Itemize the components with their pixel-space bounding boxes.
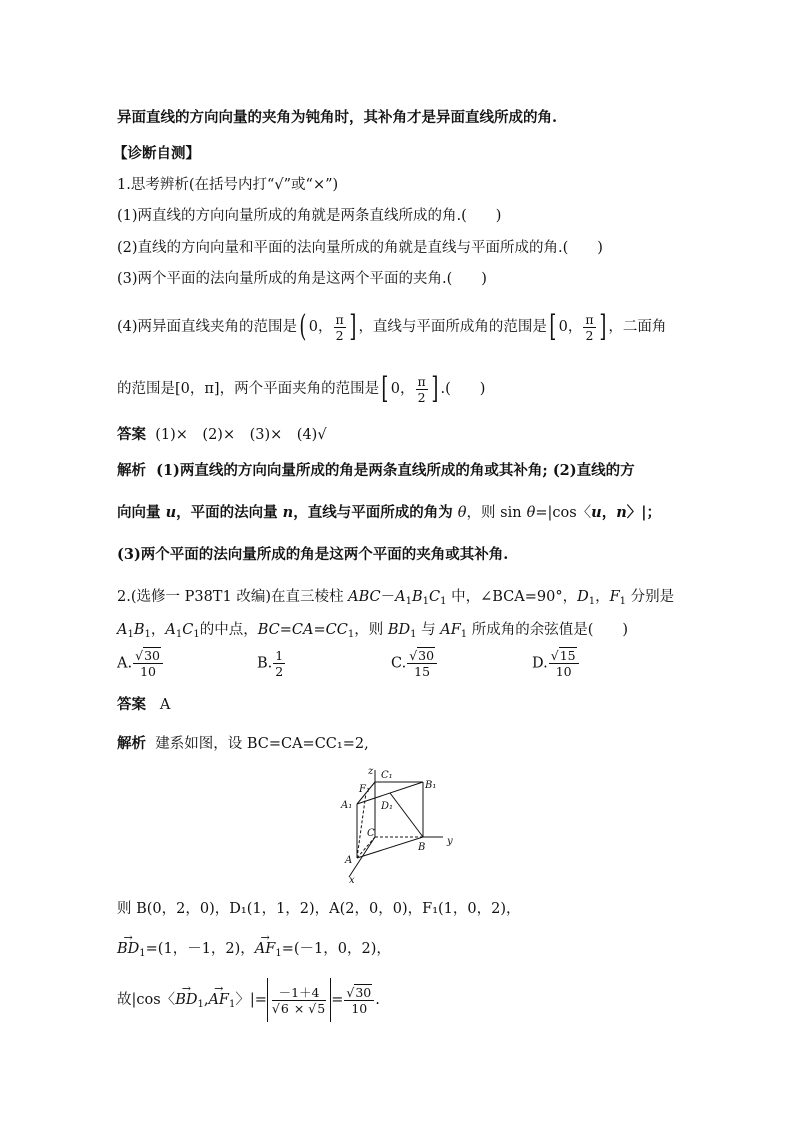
q2-coords: 则 B(0，2，0)，D₁(1，1，2)，A(2，0，0)，F₁(1，0，2)， [117, 901, 521, 917]
q2-vectors: → $BD_1=(1$，－1，2)，→ $AF_1=(-1$，0，2)， [117, 938, 391, 965]
section-title: 【诊断自测】 [113, 145, 200, 162]
label-z: z [368, 766, 374, 777]
q1-answer: 答案 (1)× (2)× (3)× (4)√ [117, 426, 327, 443]
label-c1: C₁ [381, 770, 393, 781]
label-x: x [349, 875, 355, 884]
q1-analysis-1: 解析 (1)两直线的方向向量所成的角是两条直线所成的角或其补角; (2)直线的方 [117, 462, 635, 479]
q1-title: 1.思考辨析(在括号内打“√”或“×”) [117, 177, 339, 193]
q2-analysis-1: 解析 建系如图，设 BC=CA=CC₁=2, [117, 735, 369, 752]
prism-figure [335, 762, 465, 884]
option-c: C. $\frac{√30}{15}$ [391, 648, 438, 679]
q1-statement-4: (4)两异面直线夹角的范围是( 0， $\frac{\pi}{2}$ ] ，直线与平面所成角的范围是[ 0， $\frac{\pi}{2}$ ] ，二面角 [117, 309, 667, 344]
q1-analysis-2: 向向量 u，平面的法向量 n，直线与平面所成的角为 θ，则 sin θ=|cos〈u，n〉|； [117, 504, 662, 521]
label-b1: B₁ [425, 780, 437, 791]
label-a1: A₁ [341, 800, 353, 811]
option-b: B. $\frac{1}{2}$ [257, 648, 284, 679]
intro-text: 异面直线的方向向量的夹角为钝角时，其补角才是异面直线所成的角. [117, 109, 558, 126]
q2-title-cont: $A_1B_1$，$A_1C_1$的中点，$BC=CA=CC_1$，则 $BD_1$ 与 $AF_1$ 所成角的余弦值是( ) [117, 622, 629, 640]
q2-options [117, 648, 717, 690]
q1-statement-4-cont: 的范围是[0，π]，两个平面夹角的范围是[ 0， $\frac{\pi}{2}$ ] .( ) [117, 371, 486, 406]
label-d1: D₁ [381, 801, 394, 812]
label-c: C [367, 828, 375, 839]
q2-cos-formula: 故|cos〈→ $BD_1,\to AF_1$〉|= $\frac{-1+4}{√6 \times √5}$ = $\frac{√30}{10}$ . [117, 978, 380, 1027]
label-y: y [447, 836, 453, 847]
x-axis [349, 837, 375, 877]
q1-analysis-3: (3)两个平面的法向量所成的角是这两个平面的夹角或其补角. [117, 546, 509, 563]
q2-answer: 答案 A [117, 696, 171, 713]
q2-title: 2.(选修一 P38T1 改编)在直三棱柱 $ABC-A_1B_1C_1$ 中，∠BCA=90°，$D_1$，$F_1$ 分别是 [117, 589, 675, 607]
q1-statement-2: (2)直线的方向向量和平面的法向量所成的角就是直线与平面所成的角.( ) [117, 240, 603, 256]
label-f1: F₁ [359, 784, 370, 795]
option-a: A. $\frac{√30}{10}$ [117, 648, 164, 679]
q1-statement-1: (1)两直线的方向向量所成的角就是两条直线所成的角.( ) [117, 208, 502, 224]
label-b: B [418, 842, 426, 853]
q1-statement-3: (3)两个平面的法向量所成的角是这两个平面的夹角.( ) [117, 271, 487, 287]
option-d: D. $\frac{√15}{10}$ [532, 648, 580, 679]
label-a: A [345, 855, 353, 866]
